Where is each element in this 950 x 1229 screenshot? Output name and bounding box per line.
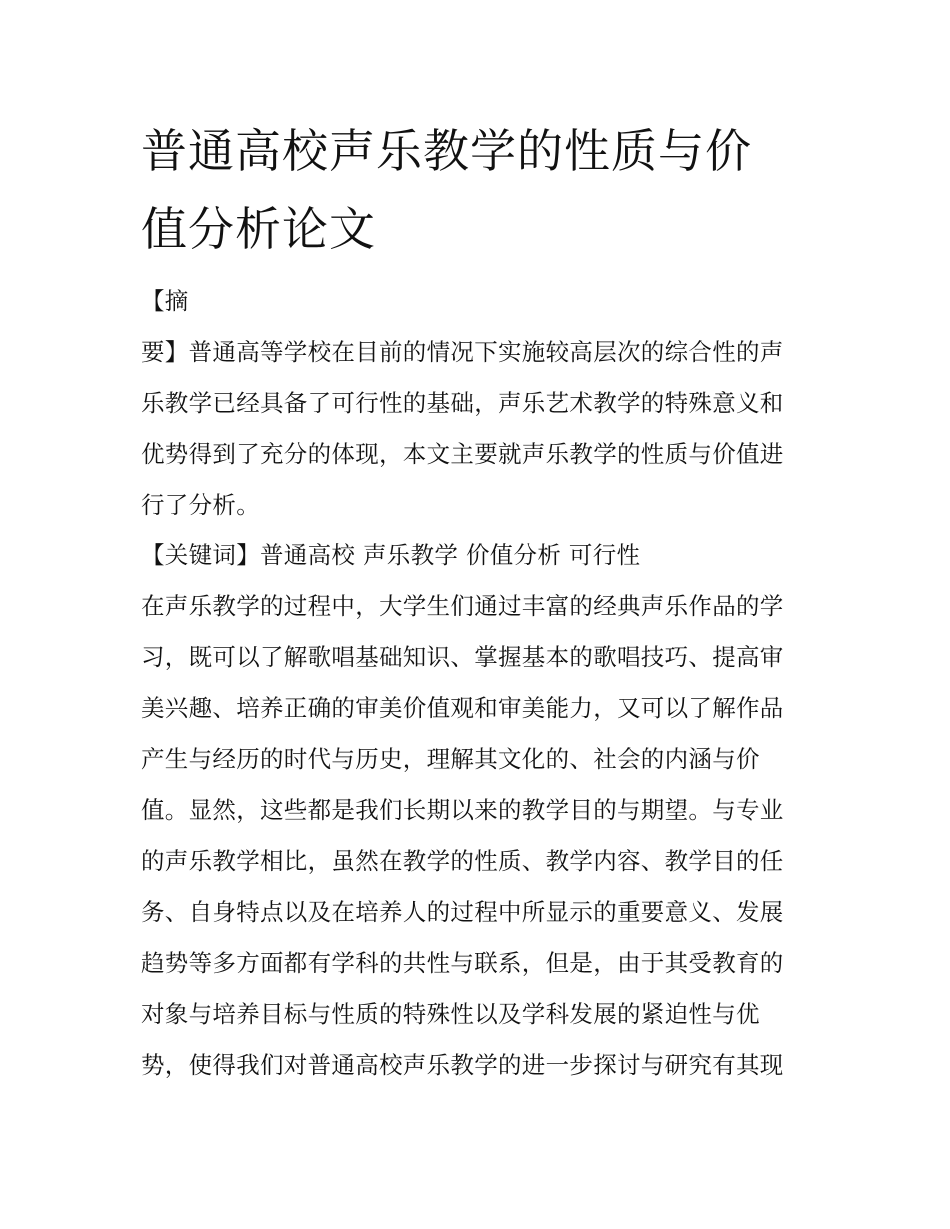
- body-line: 值。显然，这些都是我们长期以来的教学目的与期望。与专业: [141, 796, 784, 824]
- abstract-line: 优势得到了充分的体现，本文主要就声乐教学的性质与价值进: [141, 440, 784, 468]
- body-line: 习，既可以了解歌唱基础知识、掌握基本的歌唱技巧、提高审: [141, 643, 784, 671]
- body-line: 美兴趣、培养正确的审美价值观和审美能力，又可以了解作品: [141, 694, 784, 722]
- keywords-line: 【关键词】普通高校 声乐教学 价值分析 可行性: [141, 541, 641, 569]
- body-line: 产生与经历的时代与历史，理解其文化的、社会的内涵与价: [141, 745, 760, 773]
- title-line: 普通高校声乐教学的性质与价: [141, 124, 752, 178]
- body-line: 在声乐教学的过程中，大学生们通过丰富的经典声乐作品的学: [141, 592, 784, 620]
- body-line: 务、自身特点以及在培养人的过程中所显示的重要意义、发展: [141, 898, 784, 926]
- body-line: 势，使得我们对普通高校声乐教学的进一步探讨与研究有其现: [141, 1051, 784, 1079]
- body-line: 的声乐教学相比，虽然在教学的性质、教学内容、教学目的任: [141, 847, 784, 875]
- title-line: 值分析论文: [141, 202, 376, 256]
- abstract-label-line: 【摘: [141, 287, 189, 315]
- abstract-line: 要】普通高等学校在目前的情况下实施较高层次的综合性的声: [141, 338, 784, 366]
- body-line: 趋势等多方面都有学科的共性与联系，但是，由于其受教育的: [141, 949, 784, 977]
- document-title: [141, 112, 821, 268]
- body-line: 对象与培养目标与性质的特殊性以及学科发展的紧迫性与优: [141, 1000, 760, 1028]
- abstract-line: 行了分析。: [141, 491, 260, 519]
- abstract-line: 乐教学已经具备了可行性的基础，声乐艺术教学的特殊意义和: [141, 389, 784, 417]
